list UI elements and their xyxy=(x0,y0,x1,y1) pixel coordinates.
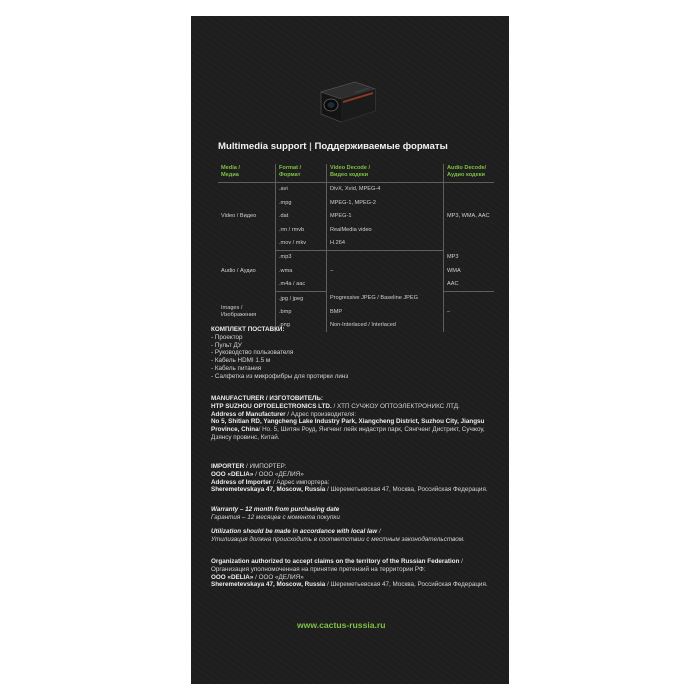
format-cell: .mov / mkv xyxy=(276,237,327,251)
importer-info xyxy=(211,463,496,494)
audio-codec-cell: – xyxy=(447,308,451,315)
manufacturer-name: HTP SUZHOU OPTOELECTRONICS LTD. / ХТП СУЧЖОУ ОПТОЭЛЕКТРОНИКС ЛТД. xyxy=(211,402,460,410)
video-codec-cell: MPEG-1 xyxy=(327,210,444,223)
video-codec-cell: – xyxy=(327,250,444,291)
multimedia-heading: Multimedia support | Поддерживаемые форматы xyxy=(218,141,448,152)
table-row xyxy=(218,183,494,197)
manufacturer-title: MANUFACTURER / ИЗГОТОВИТЕЛЬ: xyxy=(211,395,324,402)
list-item: - Салфетка из микрофибры для протирки линз xyxy=(211,372,349,380)
video-codec-cell: DivX, Xvid, MPEG-4 xyxy=(327,183,444,197)
manufacturer-address-label: Address of Manufacturer / Адрес производителя: xyxy=(211,410,357,418)
importer-name: ООО «DELIA» / ООО «ДЕЛИЯ» xyxy=(211,470,304,478)
format-cell: .dat xyxy=(276,210,327,223)
utilization-en: Utilization should be made in accordance with local law / xyxy=(211,528,381,535)
header-format: Format / Формат xyxy=(276,164,327,183)
claims-organization-info xyxy=(211,558,496,589)
format-cell: .avi xyxy=(276,183,327,197)
warranty-ru: Гарантия – 12 месяцев с момента покупки xyxy=(211,513,340,521)
header-video-decode: Video Decode / Видео кодеки xyxy=(327,164,444,183)
list-item: - Кабель HDMI 1.5 м xyxy=(211,357,271,365)
format-cell: .png xyxy=(276,319,327,332)
claims-org-address: Sheremetevskaya 47, Moscow, Russia / Шереметьевская 47, Москва, Российская Федерация. xyxy=(211,581,488,589)
format-cell: .mp3 xyxy=(276,250,327,264)
importer-address-label: Address of Importer / Адрес импортера: xyxy=(211,478,330,486)
video-codec-cell: MPEG-1, MPEG-2 xyxy=(327,196,444,209)
format-cell: .mpg xyxy=(276,196,327,209)
website-link[interactable]: www.cactus-russia.ru xyxy=(297,620,386,630)
video-codec-cell: BMP xyxy=(327,306,444,319)
header-audio-decode: Audio Decode/ Аудио кодеки xyxy=(444,164,495,183)
warranty-en: Warranty – 12 month from purchasing date xyxy=(211,506,340,513)
list-item: - Пульт ДУ xyxy=(211,341,242,349)
video-codec-cell: Progressive JPEG / Baseline JPEG xyxy=(327,292,444,306)
media-type-audio: Audio / Аудио xyxy=(218,250,276,291)
claims-title: Organization authorized to accept claims on the territory of the Russian Federation / xyxy=(211,558,463,565)
warranty-info xyxy=(211,506,496,522)
header-media: Media / Медиа xyxy=(218,164,276,183)
list-item: - Кабель питания xyxy=(211,364,262,372)
table-row xyxy=(218,250,494,264)
format-cell: .jpg / jpeg xyxy=(276,292,327,306)
video-codec-cell: Non-Interlaced / Interlaced xyxy=(327,319,444,332)
format-cell: .wma xyxy=(276,264,327,277)
list-item: - Руководство пользователя xyxy=(211,349,294,357)
format-cell: .bmp xyxy=(276,306,327,319)
utilization-info xyxy=(211,528,496,544)
audio-codec-cell: WMA xyxy=(447,267,461,274)
video-codec-cell: H.264 xyxy=(327,237,444,251)
manufacturer-info xyxy=(211,395,496,442)
format-table xyxy=(218,164,494,332)
audio-codec-cell: MP3, WMA, AAC xyxy=(447,213,490,220)
claims-title-ru: Организация уполномоченная на принятие претензий на территории РФ: xyxy=(211,565,426,573)
package-contents xyxy=(211,326,496,381)
utilization-ru: Утилизация должна происходить в соответствии с местным законодательством. xyxy=(211,535,465,543)
importer-address: Sheremetevskaya 47, Moscow, Russia / Шереметьевская 47, Москва, Российская Федерация. xyxy=(211,486,488,494)
audio-codec-cell: AAC xyxy=(444,278,495,292)
manufacturer-address: No 5, Shitian RD, Yangcheng Lake Industry Park, Xiangcheng District, Suzhou City, Jiangsu Province, China/ Но. 5, Шитян Роуд, Янгченг лейк индастри парк, Сянгченг Дистрикт, Сучжоу, Дзянсу провинс, Китай. xyxy=(211,418,485,441)
claims-org-name: ООО «DELIA» / ООО «ДЕЛИЯ» xyxy=(211,573,304,581)
audio-codec-cell: MP3 xyxy=(447,254,459,261)
package-contents-title: КОМПЛЕКТ ПОСТАВКИ: xyxy=(211,326,285,333)
package-contents-list xyxy=(211,334,496,381)
product-box-side xyxy=(191,16,509,684)
table-row xyxy=(218,292,494,306)
media-type-video: Video / Видео xyxy=(218,183,276,251)
projector-image xyxy=(315,78,379,124)
list-item: - Проектор xyxy=(211,333,243,341)
importer-title: IMPORTER / ИМПОРТЕР: xyxy=(211,463,287,470)
format-cell: .rm / rmvb xyxy=(276,223,327,236)
video-codec-cell: RealMedia video xyxy=(327,223,444,236)
format-cell: .m4a / aac xyxy=(276,278,327,292)
media-type-images: Images / Изображения xyxy=(218,292,276,333)
